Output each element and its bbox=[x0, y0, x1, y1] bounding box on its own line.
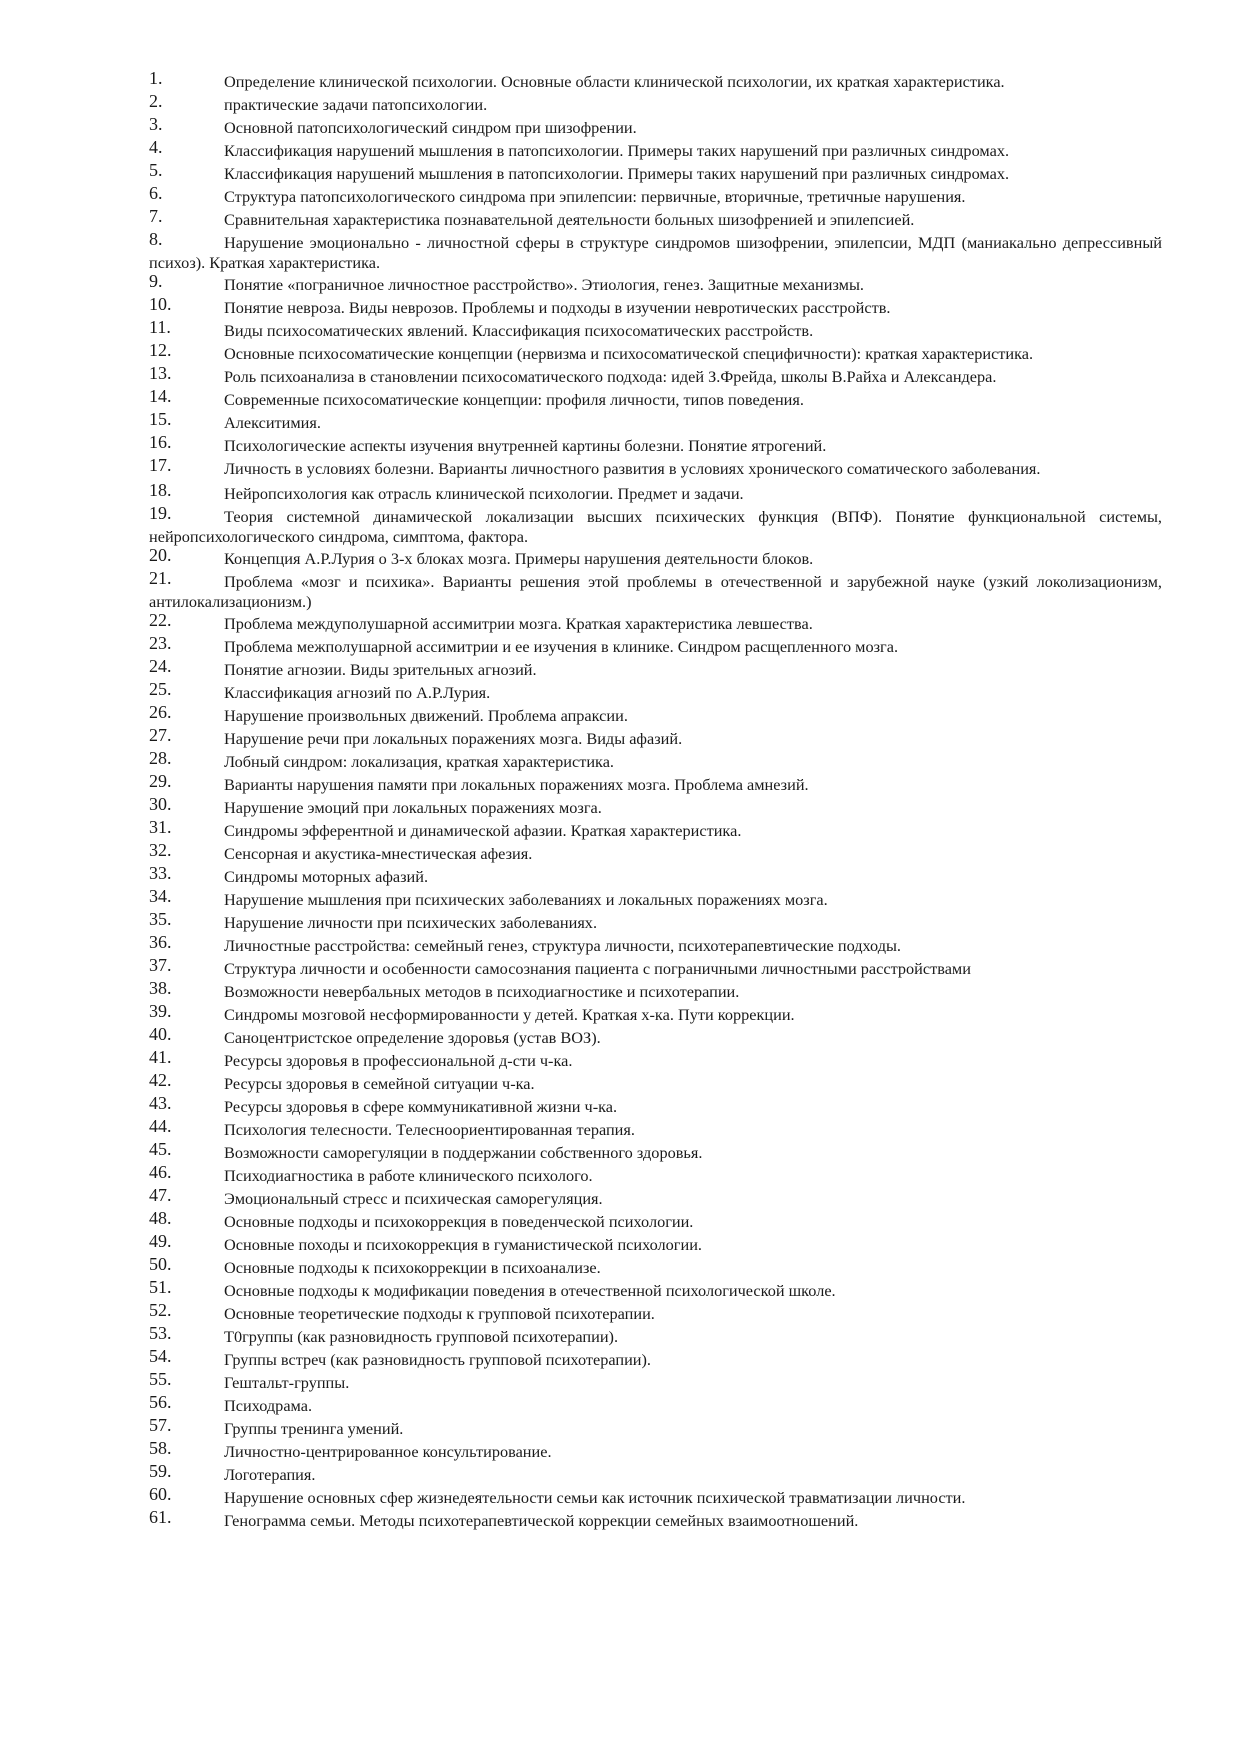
list-item bbox=[149, 1162, 1162, 1189]
item-text: Синдромы эфферентной и динамической афазии. Краткая характеристика. bbox=[224, 821, 742, 840]
item-number: 11. bbox=[149, 317, 171, 337]
item-text: Логотерапия. bbox=[224, 1465, 316, 1484]
item-number: 5. bbox=[149, 160, 163, 180]
item-number: 38. bbox=[149, 978, 172, 998]
list-item bbox=[149, 363, 1162, 390]
item-number: 3. bbox=[149, 114, 163, 134]
list-item bbox=[149, 1116, 1162, 1143]
item-number: 61. bbox=[149, 1507, 172, 1527]
list-item bbox=[149, 610, 1162, 637]
item-text: Нарушение личности при психических заболеваниях. bbox=[224, 913, 598, 932]
item-number: 28. bbox=[149, 748, 172, 768]
item-number: 59. bbox=[149, 1461, 172, 1481]
item-text: Основные подходы к модификации поведения в отечественной психологической школе. bbox=[224, 1281, 836, 1300]
list-item bbox=[149, 1346, 1162, 1373]
list-item bbox=[149, 886, 1162, 913]
item-text: Основные походы и психокоррекция в гуманистической психологии. bbox=[224, 1235, 702, 1254]
item-number: 31. bbox=[149, 817, 172, 837]
item-text: Понятие «пограничное личностное расстройство». Этиология, генез. Защитные механизмы. bbox=[224, 275, 864, 294]
item-number: 60. bbox=[149, 1484, 172, 1504]
item-number: 23. bbox=[149, 633, 172, 653]
item-number: 49. bbox=[149, 1231, 172, 1251]
item-text: Определение клинической психологии. Основные области клинической психологии, их краткая характеристика. bbox=[224, 72, 1005, 91]
item-number: 44. bbox=[149, 1116, 172, 1136]
list-item bbox=[149, 817, 1162, 844]
list-item bbox=[149, 568, 1162, 612]
item-number: 13. bbox=[149, 363, 172, 383]
item-text: Концепция А.Р.Лурия о 3-х блоках мозга. Примеры нарушения деятельности блоков. bbox=[224, 549, 814, 568]
item-text: Основной патопсихологический синдром при шизофрении. bbox=[224, 118, 637, 137]
item-text: Психодрама. bbox=[224, 1396, 313, 1415]
item-number: 21. bbox=[149, 568, 172, 588]
item-number: 41. bbox=[149, 1047, 172, 1067]
list-item bbox=[149, 1461, 1162, 1488]
item-number: 52. bbox=[149, 1300, 172, 1320]
item-text: Основные подходы и психокоррекция в поведенческой психологии. bbox=[224, 1212, 694, 1231]
list-item bbox=[149, 909, 1162, 936]
item-text: Синдромы моторных афазий. bbox=[224, 867, 429, 886]
list-item bbox=[149, 863, 1162, 890]
item-text: Сенсорная и акустика-мнестическая афезия. bbox=[224, 844, 533, 863]
item-text: Генограмма семьи. Методы психотерапевтической коррекции семейных взаимоотношений. bbox=[224, 1511, 859, 1530]
item-number: 4. bbox=[149, 137, 163, 157]
item-text: Синдромы мозговой несформированности у детей. Краткая х-ка. Пути коррекции. bbox=[224, 1005, 795, 1024]
list-item bbox=[149, 1024, 1162, 1051]
item-text: Психодиагностика в работе клинического психолого. bbox=[224, 1166, 593, 1185]
item-text: Нарушение мышления при психических заболеваниях и локальных поражениях мозга. bbox=[224, 890, 828, 909]
list-item bbox=[149, 633, 1162, 660]
list-item bbox=[149, 317, 1162, 344]
list-item bbox=[149, 702, 1162, 729]
list-item bbox=[149, 978, 1162, 1005]
item-text: Теория системной динамической локализации высших психических функция (ВПФ). Понятие функциональной системы, нейропсихологического синдрома, симптома, фактора. bbox=[149, 507, 1162, 546]
list-item bbox=[149, 455, 1162, 482]
list-item bbox=[149, 1047, 1162, 1074]
list-item bbox=[149, 679, 1162, 706]
item-number: 12. bbox=[149, 340, 172, 360]
list-item bbox=[149, 91, 1162, 118]
item-number: 27. bbox=[149, 725, 172, 745]
item-number: 20. bbox=[149, 545, 172, 565]
list-item bbox=[149, 409, 1162, 436]
item-number: 1. bbox=[149, 68, 163, 88]
list-item bbox=[149, 794, 1162, 821]
item-text: Сравнительная характеристика познавательной деятельности больных шизофренией и эпилепсией. bbox=[224, 210, 915, 229]
list-item bbox=[149, 229, 1162, 273]
item-text: Нарушение эмоционально - личностной сферы в структуре синдромов шизофрении, эпилепсии, МДП (маниакально депрессивный психоз). Краткая характеристика. bbox=[149, 233, 1162, 272]
item-text: Возможности невербальных методов в психодиагностике и психотерапии. bbox=[224, 982, 740, 1001]
item-text: Эмоциональный стресс и психическая саморегуляция. bbox=[224, 1189, 603, 1208]
item-text: Психология телесности. Телесноориентированная терапия. bbox=[224, 1120, 635, 1139]
item-text: Т0группы (как разновидность групповой психотерапии). bbox=[224, 1327, 619, 1346]
item-number: 22. bbox=[149, 610, 172, 630]
item-number: 53. bbox=[149, 1323, 172, 1343]
item-number: 26. bbox=[149, 702, 172, 722]
list-item bbox=[149, 545, 1162, 572]
item-number: 47. bbox=[149, 1185, 172, 1205]
item-number: 18. bbox=[149, 480, 172, 500]
item-text: Ресурсы здоровья в сфере коммуникативной жизни ч-ка. bbox=[224, 1097, 618, 1116]
item-number: 25. bbox=[149, 679, 172, 699]
item-number: 14. bbox=[149, 386, 172, 406]
item-number: 2. bbox=[149, 91, 163, 111]
item-text: Основные теоретические подходы к групповой психотерапии. bbox=[224, 1304, 655, 1323]
list-item bbox=[149, 748, 1162, 775]
item-number: 7. bbox=[149, 206, 163, 226]
item-number: 46. bbox=[149, 1162, 172, 1182]
list-item bbox=[149, 1254, 1162, 1281]
list-item bbox=[149, 1507, 1162, 1534]
list-item bbox=[149, 271, 1162, 298]
list-item bbox=[149, 1001, 1162, 1028]
item-number: 48. bbox=[149, 1208, 172, 1228]
list-item bbox=[149, 1139, 1162, 1166]
list-item bbox=[149, 656, 1162, 683]
item-text: Проблема «мозг и психика». Варианты решения этой проблемы в отечественной и зарубежной науке (узкий локолизационизм, антилокализационизм.) bbox=[149, 572, 1162, 611]
item-text: Саноцентристское определение здоровья (устав ВОЗ). bbox=[224, 1028, 601, 1047]
item-number: 42. bbox=[149, 1070, 172, 1090]
item-number: 6. bbox=[149, 183, 163, 203]
item-number: 36. bbox=[149, 932, 172, 952]
item-text: Проблема междуполушарной ассимитрии мозга. Краткая характеристика левшества. bbox=[224, 614, 813, 633]
item-text: Структура личности и особенности самосознания пациента с пограничными личностными расстройствами bbox=[224, 959, 971, 978]
item-text: Нарушение речи при локальных поражениях мозга. Виды афазий. bbox=[224, 729, 683, 748]
list-item bbox=[149, 771, 1162, 798]
list-item bbox=[149, 1392, 1162, 1419]
list-item bbox=[149, 725, 1162, 752]
item-number: 17. bbox=[149, 455, 172, 475]
item-text: Варианты нарушения памяти при локальных поражениях мозга. Проблема амнезий. bbox=[224, 775, 809, 794]
item-text: Понятие агнозии. Виды зрительных агнозий. bbox=[224, 660, 537, 679]
list-item bbox=[149, 1300, 1162, 1327]
item-text: Нейропсихология как отрасль клинической психологии. Предмет и задачи. bbox=[224, 484, 744, 503]
item-text: Личностно-центрированное консультирование. bbox=[224, 1442, 552, 1461]
list-item bbox=[149, 68, 1162, 95]
item-text: Ресурсы здоровья в семейной ситуации ч-ка. bbox=[224, 1074, 535, 1093]
item-text: Возможности саморегуляции в поддержании собственного здоровья. bbox=[224, 1143, 703, 1162]
item-number: 57. bbox=[149, 1415, 172, 1435]
item-text: Ресурсы здоровья в профессиональной д-сти ч-ка. bbox=[224, 1051, 573, 1070]
list-item bbox=[149, 503, 1162, 547]
item-number: 40. bbox=[149, 1024, 172, 1044]
item-text: Нарушение произвольных движений. Проблема апраксии. bbox=[224, 706, 628, 725]
item-text: Понятие невроза. Виды неврозов. Проблемы и подходы в изучении невротических расстройств. bbox=[224, 298, 891, 317]
item-text: Гештальт-группы. bbox=[224, 1373, 350, 1392]
item-text: практические задачи патопсихологии. bbox=[224, 95, 488, 114]
item-text: Психологические аспекты изучения внутренней картины болезни. Понятие ятрогений. bbox=[224, 436, 827, 455]
item-number: 39. bbox=[149, 1001, 172, 1021]
list-item bbox=[149, 1231, 1162, 1258]
item-text: Личность в условиях болезни. Варианты личностного развития в условиях хронического соматического заболевания. bbox=[224, 459, 1041, 478]
item-number: 33. bbox=[149, 863, 172, 883]
item-text: Классификация нарушений мышления в патопсихологии. Примеры таких нарушений при различных синдромах. bbox=[224, 164, 1010, 183]
list-item bbox=[149, 294, 1162, 321]
item-text: Нарушение эмоций при локальных поражениях мозга. bbox=[224, 798, 602, 817]
list-item bbox=[149, 932, 1162, 959]
item-text: Основные подходы к психокоррекции в психоанализе. bbox=[224, 1258, 601, 1277]
item-text: Структура патопсихологического синдрома при эпилепсии: первичные, вторичные, третичные нарушения. bbox=[224, 187, 966, 206]
list-item bbox=[149, 160, 1162, 187]
item-number: 16. bbox=[149, 432, 172, 452]
list-item bbox=[149, 1208, 1162, 1235]
item-text: Группы тренинга умений. bbox=[224, 1419, 404, 1438]
list-item bbox=[149, 1438, 1162, 1465]
list-item bbox=[149, 1093, 1162, 1120]
list-item bbox=[149, 1185, 1162, 1212]
list-item bbox=[149, 340, 1162, 367]
item-text: Роль психоанализа в становлении психосоматического подхода: идей З.Фрейда, школы В.Райха и Александера. bbox=[224, 367, 997, 386]
item-number: 34. bbox=[149, 886, 172, 906]
item-text: Классификация агнозий по А.Р.Лурия. bbox=[224, 683, 491, 702]
list-item bbox=[149, 137, 1162, 164]
item-number: 43. bbox=[149, 1093, 172, 1113]
item-text: Основные психосоматические концепции (нервизма и психосоматической специфичности): краткая характеристика. bbox=[224, 344, 1034, 363]
item-number: 56. bbox=[149, 1392, 172, 1412]
item-number: 55. bbox=[149, 1369, 172, 1389]
item-text: Группы встреч (как разновидность групповой психотерапии). bbox=[224, 1350, 651, 1369]
item-number: 24. bbox=[149, 656, 172, 676]
item-text: Классификация нарушений мышления в патопсихологии. Примеры таких нарушений при различных синдромах. bbox=[224, 141, 1010, 160]
item-text: Нарушение основных сфер жизнедеятельности семьи как источник психической травматизации личности. bbox=[224, 1488, 966, 1507]
item-text: Виды психосоматических явлений. Классификация психосоматических расстройств. bbox=[224, 321, 814, 340]
item-number: 35. bbox=[149, 909, 172, 929]
item-number: 58. bbox=[149, 1438, 172, 1458]
item-number: 45. bbox=[149, 1139, 172, 1159]
list-item bbox=[149, 432, 1162, 459]
list-item bbox=[149, 480, 1162, 507]
list-item bbox=[149, 1369, 1162, 1396]
list-item bbox=[149, 206, 1162, 233]
item-number: 8. bbox=[149, 229, 163, 249]
item-number: 19. bbox=[149, 503, 172, 523]
list-item bbox=[149, 1070, 1162, 1097]
list-item bbox=[149, 183, 1162, 210]
item-number: 30. bbox=[149, 794, 172, 814]
item-text: Личностные расстройства: семейный генез, структура личности, психотерапевтические подходы. bbox=[224, 936, 902, 955]
list-item bbox=[149, 1415, 1162, 1442]
list-item bbox=[149, 1484, 1162, 1511]
list-item bbox=[149, 955, 1162, 982]
question-list bbox=[149, 68, 1162, 1534]
item-text: Лобный синдром: локализация, краткая характеристика. bbox=[224, 752, 614, 771]
item-text: Современные психосоматические концепции: профиля личности, типов поведения. bbox=[224, 390, 804, 409]
list-item bbox=[149, 1323, 1162, 1350]
list-item bbox=[149, 386, 1162, 413]
item-number: 32. bbox=[149, 840, 172, 860]
list-item bbox=[149, 114, 1162, 141]
item-number: 50. bbox=[149, 1254, 172, 1274]
item-number: 9. bbox=[149, 271, 163, 291]
item-number: 37. bbox=[149, 955, 172, 975]
item-number: 10. bbox=[149, 294, 172, 314]
item-text: Алекситимия. bbox=[224, 413, 321, 432]
list-item bbox=[149, 1277, 1162, 1304]
item-number: 15. bbox=[149, 409, 172, 429]
item-number: 51. bbox=[149, 1277, 172, 1297]
list-item bbox=[149, 840, 1162, 867]
item-number: 29. bbox=[149, 771, 172, 791]
item-number: 54. bbox=[149, 1346, 172, 1366]
item-text: Проблема межполушарной ассимитрии и ее изучения в клинике. Синдром расщепленного мозга. bbox=[224, 637, 899, 656]
